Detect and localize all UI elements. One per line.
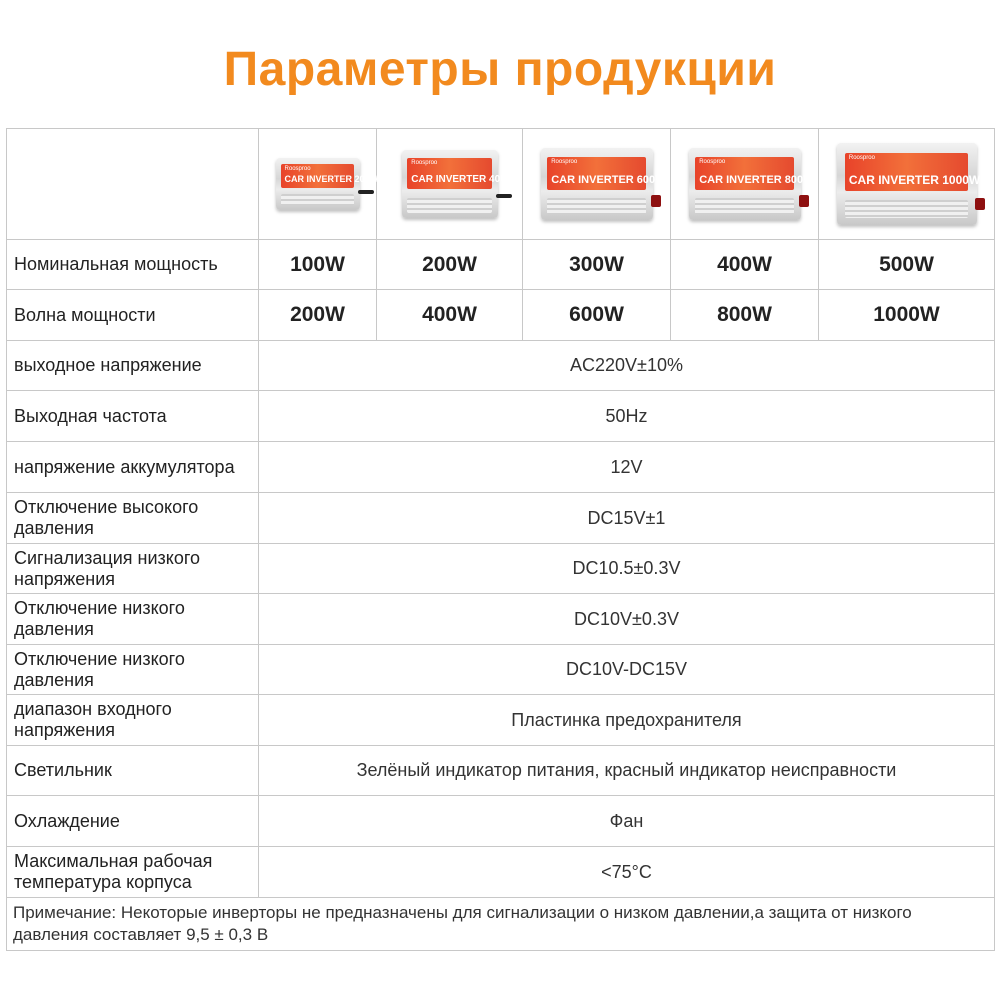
input-range-value: Пластинка предохранителя xyxy=(259,695,995,746)
rated-power-value: 300W xyxy=(523,240,671,290)
peak-power-value: 400W xyxy=(377,290,523,341)
row-label: Охлаждение xyxy=(7,796,259,847)
high-voltage-cutoff-row xyxy=(7,493,995,544)
low-voltage-alarm-row xyxy=(7,544,995,594)
cooling-value: Фан xyxy=(259,796,995,847)
row-label: Отключение низкого давления xyxy=(7,594,259,645)
inverter-200w-image: Roosproo CAR INVERTER 200W xyxy=(276,158,360,210)
input-range-row xyxy=(7,695,995,746)
note-row xyxy=(7,898,995,951)
output-voltage-row xyxy=(7,341,995,391)
product-image-cell xyxy=(819,129,995,240)
product-image-cell xyxy=(523,129,671,240)
inverter-1000w-image: Roosproo CAR INVERTER 1000W xyxy=(837,143,977,225)
row-label: Выходная частота xyxy=(7,391,259,442)
empty-header-cell xyxy=(7,129,259,240)
row-label: напряжение аккумулятора xyxy=(7,442,259,493)
inverter-600w-image: Roosproo CAR INVERTER 600W xyxy=(541,148,653,220)
rated-power-value: 500W xyxy=(819,240,995,290)
low-voltage-cutoff-range-row xyxy=(7,645,995,695)
row-label: Отключение низкого давления xyxy=(7,645,259,695)
product-image-cell xyxy=(259,129,377,240)
row-label: Номинальная мощность xyxy=(7,240,259,290)
cooling-row xyxy=(7,796,995,847)
peak-power-value: 600W xyxy=(523,290,671,341)
spec-table xyxy=(6,128,995,951)
peak-power-value: 200W xyxy=(259,290,377,341)
images-row xyxy=(7,129,995,240)
indicator-value: Зелёный индикатор питания, красный индикатор неисправности xyxy=(259,746,995,796)
output-frequency-row xyxy=(7,391,995,442)
inverter-800w-image: Roosproo CAR INVERTER 800W xyxy=(689,148,801,220)
peak-power-value: 1000W xyxy=(819,290,995,341)
page-title: Параметры продукции xyxy=(223,43,777,96)
rated-power-value: 400W xyxy=(671,240,819,290)
row-label: Волна мощности xyxy=(7,290,259,341)
low-voltage-cutoff-row xyxy=(7,594,995,645)
max-temp-value: <75°C xyxy=(259,847,995,898)
low-voltage-alarm-value: DC10.5±0.3V xyxy=(259,544,995,594)
row-label: Максимальная рабочая температура корпуса xyxy=(7,847,259,898)
output-voltage-value: AC220V±10% xyxy=(259,341,995,391)
output-frequency-value: 50Hz xyxy=(259,391,995,442)
rated-power-row xyxy=(7,240,995,290)
product-image-cell xyxy=(377,129,523,240)
row-label: выходное напряжение xyxy=(7,341,259,391)
row-label: Отключение высокого давления xyxy=(7,493,259,544)
inverter-400w-image: Roosproo CAR INVERTER 400W xyxy=(402,150,498,218)
rated-power-value: 100W xyxy=(259,240,377,290)
row-label: Светильник xyxy=(7,746,259,796)
battery-voltage-row xyxy=(7,442,995,493)
high-voltage-cutoff-value: DC15V±1 xyxy=(259,493,995,544)
peak-power-value: 800W xyxy=(671,290,819,341)
peak-power-row xyxy=(7,290,995,341)
battery-voltage-value: 12V xyxy=(259,442,995,493)
row-label: диапазон входного напряжения xyxy=(7,695,259,746)
low-voltage-cutoff-range-value: DC10V-DC15V xyxy=(259,645,995,695)
rated-power-value: 200W xyxy=(377,240,523,290)
low-voltage-cutoff-value: DC10V±0.3V xyxy=(259,594,995,645)
max-temp-row xyxy=(7,847,995,898)
indicator-row xyxy=(7,746,995,796)
row-label: Сигнализация низкого напряжения xyxy=(7,544,259,594)
note-text: Примечание: Некоторые инверторы не предназначены для сигнализации о низком давлении,а защита от низкого давления составляет 9,5 ± 0,3 В xyxy=(7,898,995,951)
product-image-cell xyxy=(671,129,819,240)
